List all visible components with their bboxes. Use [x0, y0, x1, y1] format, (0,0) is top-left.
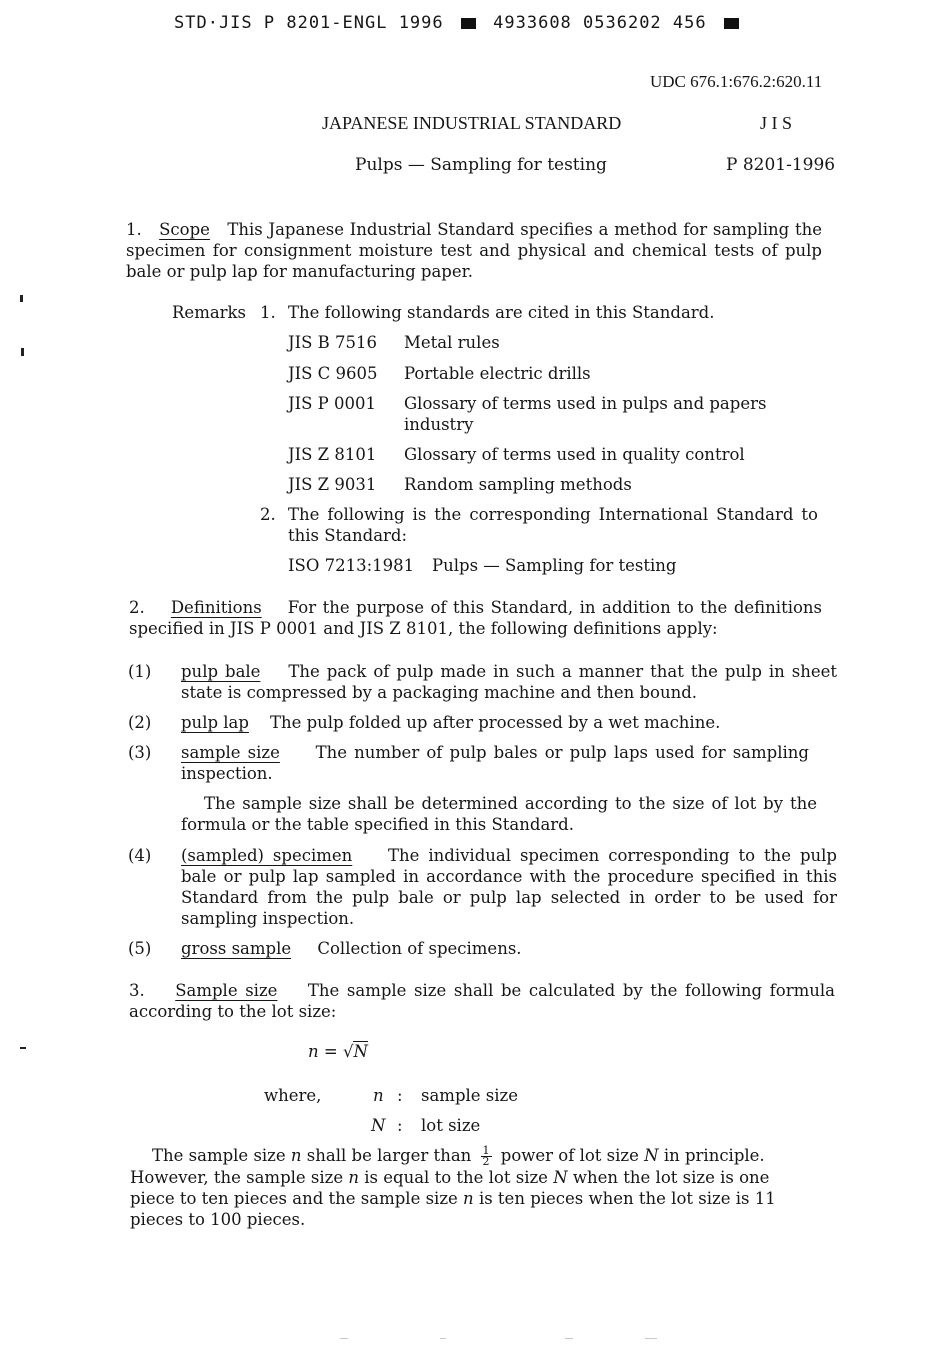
redaction-block [461, 18, 476, 29]
scope-section [126, 219, 822, 282]
section-number: 1. [126, 220, 142, 239]
definitions-section [129, 597, 822, 639]
text-run: when the lot size is one [572, 1168, 770, 1187]
text-run: The sample size [152, 1146, 286, 1165]
definition-term: gross sample [181, 939, 292, 958]
doc-number: P 8201-1996 [726, 155, 836, 175]
definition-number: (3) [128, 743, 152, 762]
variable-colon: : [397, 1086, 403, 1105]
var-n: n [348, 1168, 360, 1187]
cited-code: JIS Z 8101 [288, 445, 377, 464]
sample-size-section [129, 980, 835, 1022]
definition-item [181, 938, 522, 959]
formula-lhs: n [308, 1042, 319, 1061]
definition-number: (1) [128, 662, 152, 681]
scan-speck [440, 1338, 446, 1339]
text-run: in principle. [663, 1146, 765, 1165]
text-run: is equal to the lot size [364, 1168, 548, 1187]
definition-text: The pack of pulp made in such a manner that the pulp in sheet state is compressed by a packaging machine and then bound. [181, 662, 838, 702]
variable-desc: lot size [421, 1116, 481, 1135]
scan-speck [20, 295, 23, 302]
definition-item [181, 845, 837, 929]
fraction-one-half [481, 1146, 492, 1167]
section-title: Sample size [175, 981, 278, 1000]
text-run: power of lot size [500, 1146, 639, 1165]
scan-speck [20, 1047, 26, 1049]
redaction-block [724, 18, 739, 29]
header-code: STD·JIS P 8201-ENGL 1996 [174, 13, 444, 33]
header-serial: 4933608 0536202 456 [493, 13, 707, 33]
definition-item [181, 712, 720, 733]
text-run: However, the sample size [130, 1168, 344, 1187]
definition-term: pulp bale [181, 662, 261, 681]
scan-speck [565, 1338, 573, 1339]
sample-size-intro: The sample size shall be calculated by the following formula according to the lot size: [129, 981, 835, 1021]
definition-text: Collection of specimens. [317, 939, 522, 958]
fraction-denominator: 2 [482, 1155, 490, 1168]
definition-number: (4) [128, 846, 152, 865]
text-run: is ten pieces when the lot size is 11 [478, 1189, 776, 1208]
definition-item [181, 742, 809, 784]
cited-title: Glossary of terms used in quality control [404, 445, 745, 464]
section-number: 2. [129, 598, 145, 617]
jis-mark: J I S [760, 113, 793, 133]
text-run: piece to ten pieces and the sample size [130, 1189, 458, 1208]
remark-text: The following is the corresponding International Standard to this Standard: [288, 505, 818, 545]
iso-title: Pulps — Sampling for testing [432, 556, 677, 575]
formula-var: N [353, 1042, 368, 1061]
var-n: n [290, 1146, 302, 1165]
definition-number: (5) [128, 939, 152, 958]
standard-name: JAPANESE INDUSTRIAL STANDARD [322, 113, 622, 133]
remark-number: 1. [260, 303, 276, 322]
sample-size-paragraph-line [130, 1188, 776, 1209]
definition-text: The individual specimen corresponding to the pulp bale or pulp lap sampled in accordance with the procedure specified in this Standard from the pulp bale or pulp lap selected in order to be used for sampling inspection. [181, 846, 837, 928]
cited-title: Random sampling methods [404, 475, 632, 494]
definition-item [181, 661, 837, 703]
scan-speck [340, 1338, 348, 1339]
formula-equals: = [323, 1042, 338, 1061]
sample-size-paragraph-line [152, 1145, 765, 1167]
cited-title: Metal rules [404, 333, 500, 352]
scan-speck [21, 348, 24, 356]
fraction-numerator: 1 [482, 1144, 490, 1157]
formula-radical: √ [342, 1042, 354, 1061]
remarks-label: Remarks [172, 303, 247, 322]
var-N: N [553, 1168, 568, 1187]
cited-title: Glossary of terms used in pulps and papers industry [404, 394, 767, 434]
remark-number: 2. [260, 505, 276, 524]
definition-term: pulp lap [181, 713, 249, 732]
remark-text: The following standards are cited in this Standard. [288, 303, 715, 322]
variable-desc: sample size [421, 1086, 519, 1105]
definition-text: The pulp folded up after processed by a wet machine. [269, 713, 721, 732]
definition-number: (2) [128, 713, 152, 732]
scan-header [174, 13, 745, 34]
cited-code: JIS B 7516 [288, 333, 378, 352]
cited-code: JIS C 9605 [288, 364, 378, 383]
cited-code: JIS P 0001 [288, 394, 377, 413]
section-title: Scope [159, 220, 210, 239]
cited-code: JIS Z 9031 [288, 475, 377, 494]
text-run: shall be larger than [306, 1146, 472, 1165]
definition-term: (sampled) specimen [181, 846, 353, 865]
where-label: where, [264, 1086, 322, 1105]
formula [308, 1041, 368, 1062]
definition-text: The number of pulp bales or pulp laps used for sampling inspection. [181, 743, 809, 783]
section-title: Definitions [170, 598, 262, 617]
variable-symbol: n [373, 1086, 384, 1105]
section-number: 3. [129, 981, 145, 1000]
definition-note: The sample size shall be determined according to the size of lot by the formula or the table specified in this Standard. [181, 794, 817, 834]
scan-speck [645, 1338, 657, 1339]
iso-code: ISO 7213:1981 [288, 556, 415, 575]
udc-code: UDC 676.1:676.2:620.11 [650, 72, 823, 91]
doc-title: Pulps — Sampling for testing [355, 155, 607, 175]
cited-title: Portable electric drills [404, 364, 591, 383]
variable-symbol: N [371, 1116, 386, 1135]
variable-colon: : [397, 1116, 403, 1135]
scope-text: This Japanese Industrial Standard specifies a method for sampling the specimen for consignment moisture test and physical and chemical tests of pulp bale or pulp lap for manufacturing paper. [126, 220, 822, 281]
sample-size-paragraph-line [130, 1167, 769, 1188]
definitions-intro: For the purpose of this Standard, in addition to the definitions specified in JIS P 0001 and JIS Z 8101, the following definitions apply: [129, 598, 823, 638]
var-N: N [644, 1146, 659, 1165]
definition-term: sample size [181, 743, 280, 762]
sample-size-paragraph-line: pieces to 100 pieces. [130, 1210, 306, 1229]
var-n: n [463, 1189, 474, 1208]
